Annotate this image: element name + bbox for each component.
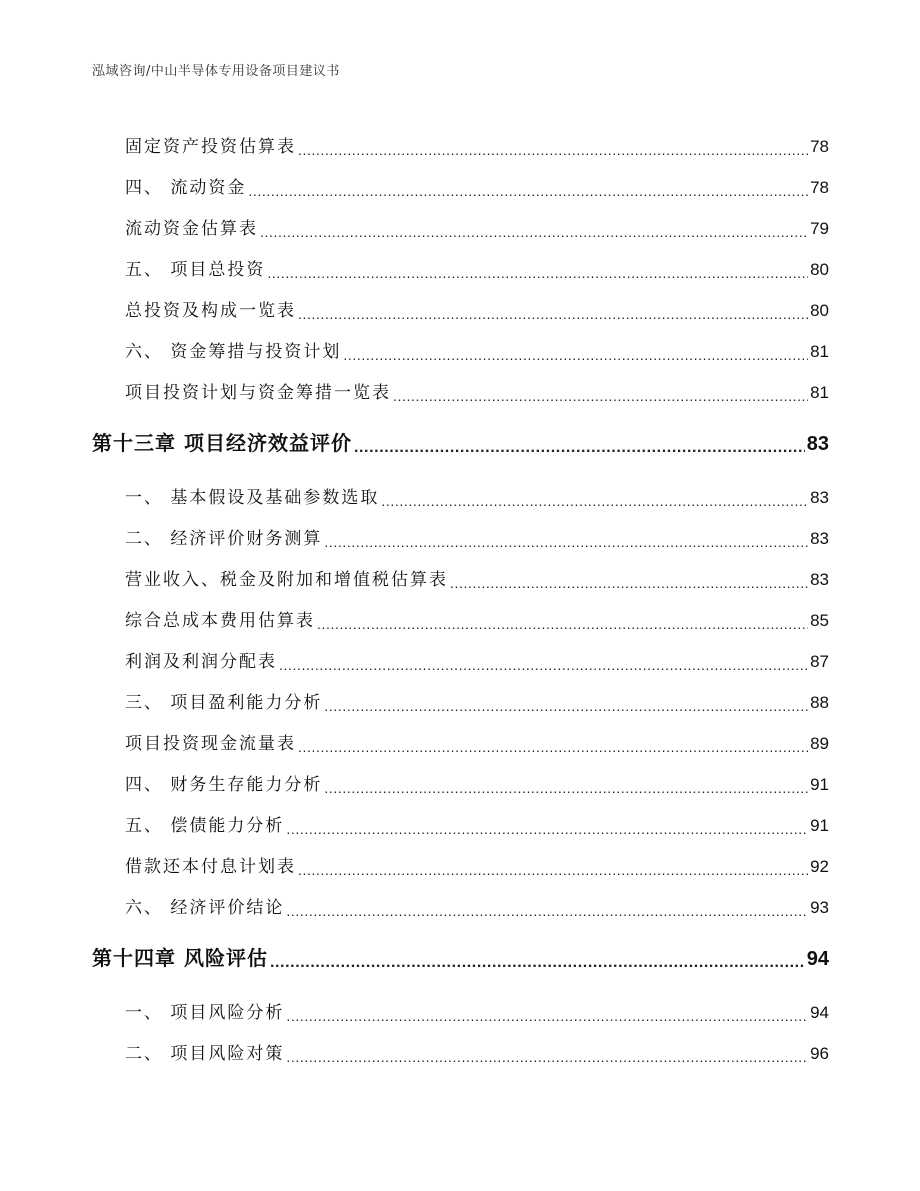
toc-chapter[interactable] [92, 403, 829, 456]
toc-entry[interactable] [92, 157, 829, 198]
table-of-contents [92, 116, 829, 1064]
toc-page-number: 81 [810, 383, 829, 402]
page-header: 泓域咨询/中山半导体专用设备项目建议书 [92, 64, 340, 79]
toc-page-number: 79 [810, 219, 829, 238]
dot-leader [324, 781, 808, 795]
dot-leader [248, 184, 808, 198]
toc-entry-label: 总投资及构成一览表 [125, 301, 296, 321]
toc-entry[interactable] [92, 754, 829, 795]
toc-page-number: 96 [810, 1044, 829, 1063]
dot-leader [324, 699, 808, 713]
toc-entry-label: 二、 经济评价财务测算 [125, 529, 323, 549]
toc-entry[interactable] [92, 795, 829, 836]
toc-entry-label: 综合总成本费用估算表 [125, 611, 315, 631]
toc-page-number: 83 [806, 433, 829, 455]
toc-page-number: 94 [806, 948, 829, 970]
dot-leader [298, 143, 808, 157]
toc-entry-label: 六、 经济评价结论 [125, 898, 285, 918]
toc-entry[interactable] [92, 590, 829, 631]
dot-leader [286, 1009, 808, 1023]
toc-entry-label: 二、 项目风险对策 [125, 1044, 285, 1064]
toc-entry-label: 流动资金估算表 [125, 219, 258, 239]
toc-entry-label: 借款还本付息计划表 [125, 857, 296, 877]
toc-page-number: 91 [810, 816, 829, 835]
toc-entry[interactable] [92, 672, 829, 713]
toc-entry-label: 固定资产投资估算表 [125, 137, 296, 157]
toc-page-number: 78 [810, 137, 829, 156]
dot-leader [286, 822, 808, 836]
toc-page-number: 81 [810, 342, 829, 361]
toc-page-number: 78 [810, 178, 829, 197]
dot-leader [324, 535, 808, 549]
dot-leader [298, 307, 808, 321]
toc-entry[interactable] [92, 198, 829, 239]
toc-page-number: 92 [810, 857, 829, 876]
dot-leader [286, 1050, 808, 1064]
toc-page-number: 80 [810, 301, 829, 320]
toc-entry-label: 营业收入、税金及附加和增值税估算表 [125, 570, 448, 590]
toc-page-number: 91 [810, 775, 829, 794]
toc-entry[interactable] [92, 713, 829, 754]
toc-chapter[interactable] [92, 918, 829, 971]
toc-entry[interactable] [92, 239, 829, 280]
dot-leader [279, 658, 808, 672]
toc-entry[interactable] [92, 631, 829, 672]
toc-page-number: 83 [810, 529, 829, 548]
toc-page-number: 80 [810, 260, 829, 279]
toc-entry-label: 三、 项目盈利能力分析 [125, 693, 323, 713]
toc-entry[interactable] [92, 549, 829, 590]
toc-page-number: 93 [810, 898, 829, 917]
toc-entry-label: 一、 项目风险分析 [125, 1003, 285, 1023]
toc-page-number: 83 [810, 570, 829, 589]
toc-entry[interactable] [92, 1023, 829, 1064]
toc-page-number: 87 [810, 652, 829, 671]
toc-entry[interactable] [92, 836, 829, 877]
dot-leader [343, 348, 808, 362]
toc-chapter-label: 第十三章 项目经济效益评价 [92, 431, 352, 455]
toc-page-number: 88 [810, 693, 829, 712]
toc-page-number: 83 [810, 488, 829, 507]
dot-leader [393, 389, 808, 403]
toc-page-number: 94 [810, 1003, 829, 1022]
toc-entry[interactable] [92, 508, 829, 549]
toc-entry-label: 利润及利润分配表 [125, 652, 277, 672]
dot-leader [354, 440, 805, 456]
toc-entry-label: 五、 项目总投资 [125, 260, 266, 280]
toc-entry[interactable] [92, 362, 829, 403]
dot-leader [450, 576, 808, 590]
toc-page-number: 85 [810, 611, 829, 630]
toc-entry[interactable] [92, 321, 829, 362]
toc-entry-label: 五、 偿债能力分析 [125, 816, 285, 836]
toc-chapter-label: 第十四章 风险评估 [92, 946, 268, 970]
toc-entry[interactable] [92, 456, 829, 508]
dot-leader [260, 225, 808, 239]
dot-leader [298, 863, 808, 877]
dot-leader [298, 740, 808, 754]
toc-entry-label: 项目投资计划与资金筹措一览表 [125, 383, 391, 403]
dot-leader [286, 904, 808, 918]
toc-entry-label: 四、 流动资金 [125, 178, 247, 198]
toc-entry[interactable] [92, 116, 829, 157]
dot-leader [270, 955, 805, 971]
toc-entry-label: 六、 资金筹措与投资计划 [125, 342, 342, 362]
toc-entry-label: 四、 财务生存能力分析 [125, 775, 323, 795]
toc-entry[interactable] [92, 877, 829, 918]
toc-entry[interactable] [92, 971, 829, 1023]
toc-entry-label: 一、 基本假设及基础参数选取 [125, 488, 380, 508]
dot-leader [381, 494, 808, 508]
toc-entry[interactable] [92, 280, 829, 321]
dot-leader [317, 617, 808, 631]
toc-entry-label: 项目投资现金流量表 [125, 734, 296, 754]
toc-page-number: 89 [810, 734, 829, 753]
dot-leader [267, 266, 808, 280]
